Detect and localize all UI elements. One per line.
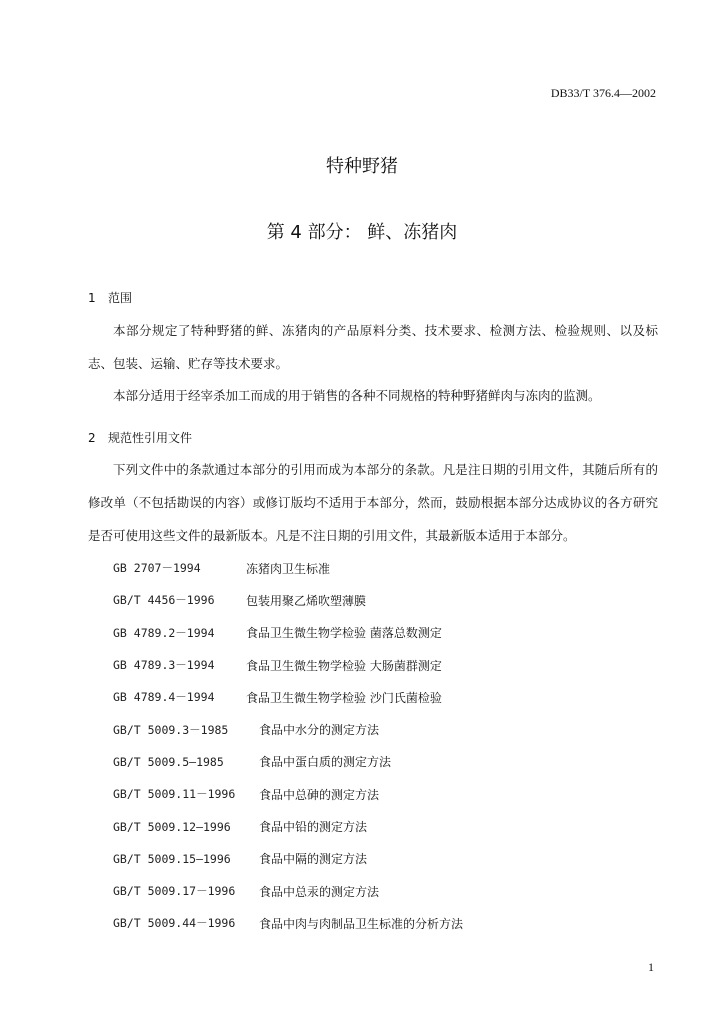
reference-code: GB/T 5009.12—1996 xyxy=(113,819,231,834)
reference-title: 冻猪肉卫生标准 xyxy=(246,561,331,576)
reference-code: GB 4789.4－1994 xyxy=(113,690,215,705)
reference-item xyxy=(113,810,463,842)
reference-title: 食品中铅的测定方法 xyxy=(259,820,368,835)
reference-title: 食品卫生微生物学检验 大肠菌群测定 xyxy=(246,658,442,673)
section-title: 规范性引用文件 xyxy=(108,431,193,445)
reference-item xyxy=(113,552,463,584)
reference-list xyxy=(113,552,463,940)
reference-title: 食品卫生微生物学检验 菌落总数测定 xyxy=(246,626,442,641)
reference-code: GB/T 4456－1996 xyxy=(113,593,215,608)
section-title: 范围 xyxy=(108,291,133,305)
section-number: 1 xyxy=(88,291,96,305)
reference-code: GB/T 5009.3－1985 xyxy=(113,722,229,737)
reference-title: 食品中蛋白质的测定方法 xyxy=(259,755,392,770)
paragraph: 下列文件中的条款通过本部分的引用而成为本部分的条款。凡是注日期的引用文件，其随后所有的修改单（不包括勘误的内容）或修订版均不适用于本部分，然而，鼓励根据本部分达成协议的各方研究是否可使用这些文件的最新版本。凡是不注日期的引用文件，其最新版本适用于本部分。 xyxy=(88,462,658,543)
reference-item xyxy=(113,778,463,810)
document-code: DB33/T 376.4—2002 xyxy=(550,86,656,100)
reference-item xyxy=(113,584,463,616)
reference-title: 食品中隔的测定方法 xyxy=(259,852,368,867)
section-heading-normative-references xyxy=(88,429,192,446)
reference-item xyxy=(113,907,463,939)
section-number: 2 xyxy=(88,431,96,445)
reference-item xyxy=(113,649,463,681)
reference-item xyxy=(113,843,463,875)
reference-item xyxy=(113,617,463,649)
reference-code: GB/T 5009.44－1996 xyxy=(113,916,236,931)
document-title: 特种野猪 xyxy=(326,156,398,177)
reference-title: 食品中总汞的测定方法 xyxy=(259,884,380,899)
reference-code: GB/T 5009.17－1996 xyxy=(113,884,236,899)
page-number: 1 xyxy=(648,960,654,974)
reference-code: GB 4789.2－1994 xyxy=(113,625,215,640)
reference-title: 食品中总砷的测定方法 xyxy=(259,787,380,802)
reference-title: 包装用聚乙烯吹塑薄膜 xyxy=(246,593,367,608)
reference-item xyxy=(113,875,463,907)
reference-title: 食品中水分的测定方法 xyxy=(259,723,380,738)
paragraph: 本部分规定了特种野猪的鲜、冻猪肉的产品原料分类、技术要求、检测方法、检验规则、以及标志、包装、运输、贮存等技术要求。 xyxy=(88,323,658,371)
reference-item xyxy=(113,746,463,778)
reference-title: 食品中肉与肉制品卫生标准的分析方法 xyxy=(259,916,464,931)
reference-item xyxy=(113,681,463,713)
reference-title: 食品卫生微生物学检验 沙门氏菌检验 xyxy=(246,690,442,705)
reference-code: GB/T 5009.15—1996 xyxy=(113,851,231,866)
reference-item xyxy=(113,713,463,745)
section-heading-scope xyxy=(88,289,132,306)
reference-code: GB 4789.3－1994 xyxy=(113,658,215,673)
reference-code: GB 2707－1994 xyxy=(113,561,201,576)
document-subtitle: 第 4 部分： 鲜、冻猪肉 xyxy=(266,222,458,243)
paragraph: 本部分适用于经宰杀加工而成的用于销售的各种不同规格的特种野猪鲜肉与冻肉的监测。 xyxy=(113,388,601,403)
reference-code: GB/T 5009.5—1985 xyxy=(113,754,224,769)
reference-code: GB/T 5009.11－1996 xyxy=(113,787,236,802)
